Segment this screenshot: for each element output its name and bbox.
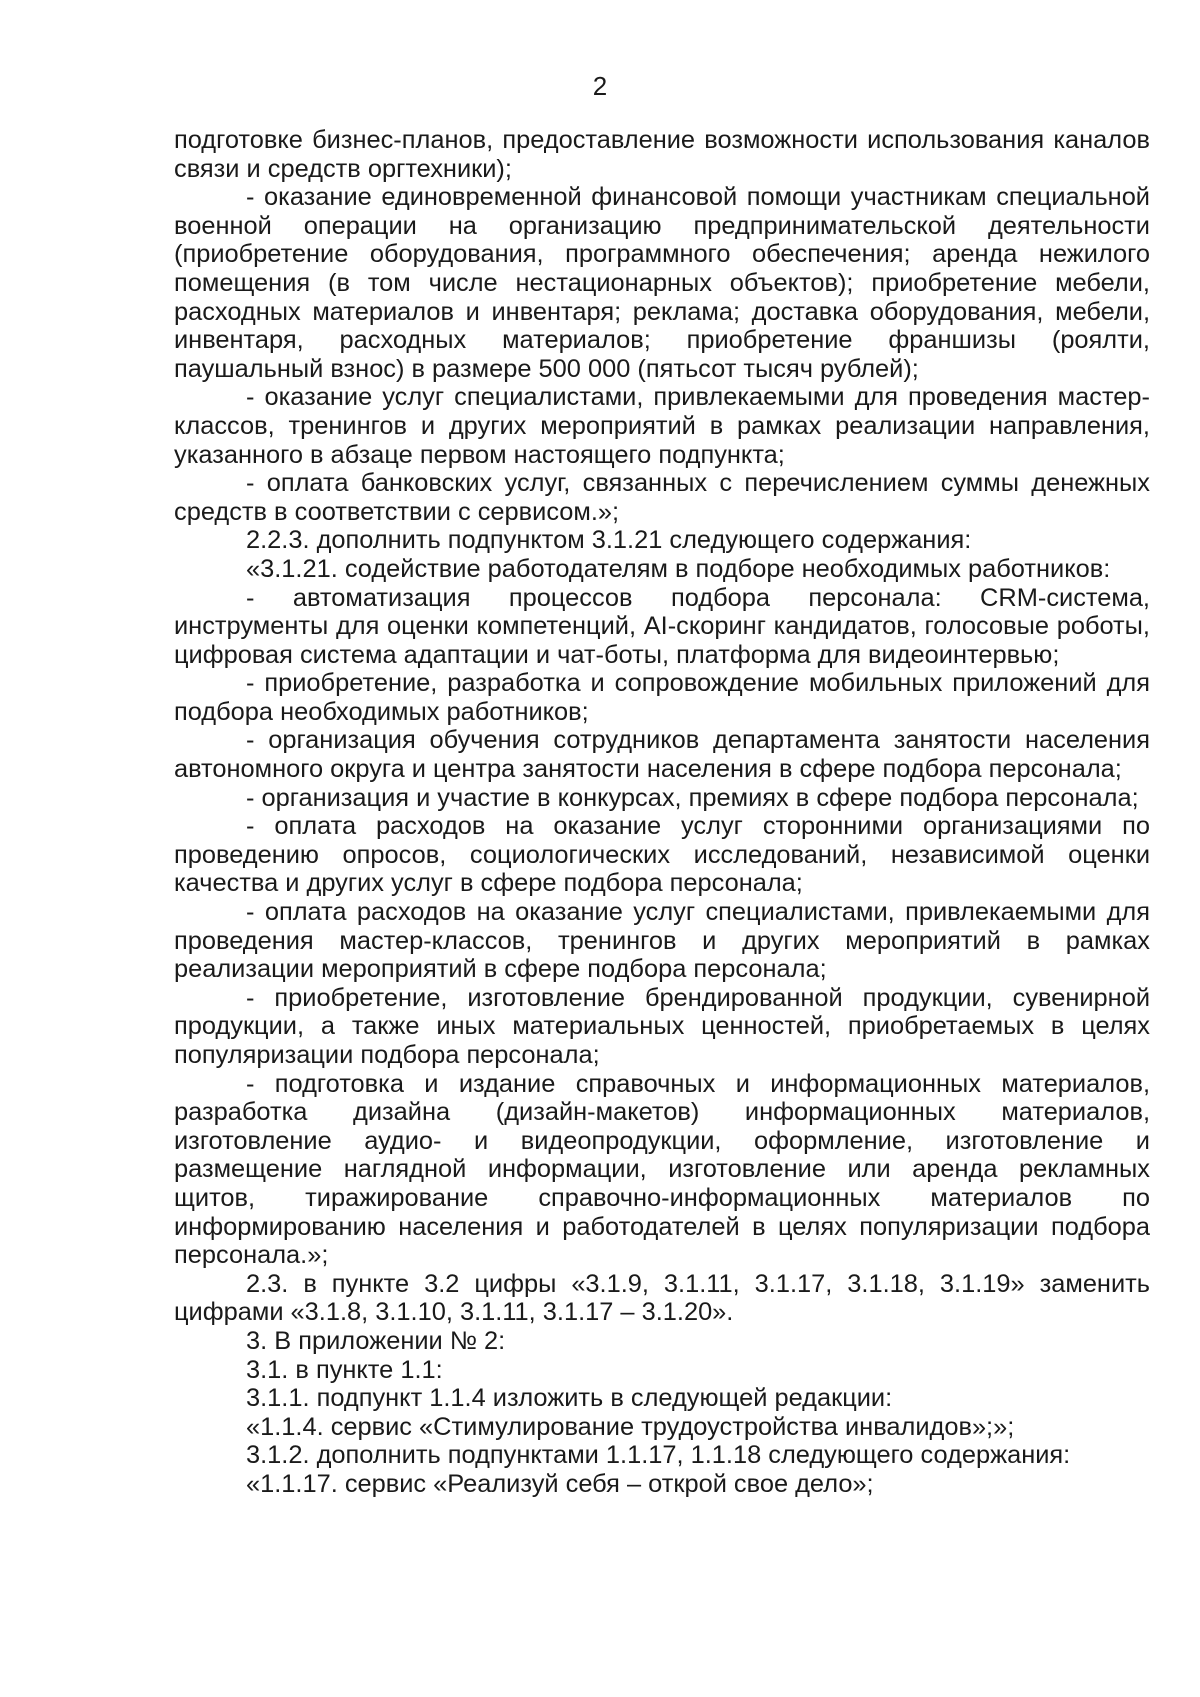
paragraph: «1.1.4. сервис «Стимулирование трудоустройства инвалидов»;»;	[246, 1412, 1015, 1441]
paragraph: «3.1.21. содействие работодателям в подборе необходимых работников:	[246, 554, 1111, 583]
page-number: 2	[592, 71, 608, 101]
paragraph: 3.1.1. подпункт 1.1.4 изложить в следующей редакции:	[246, 1384, 893, 1413]
paragraph: - оплата расходов на оказание услуг специалистами, привлекаемыми для проведения мастер-классов, тренингов и других мероприятий в рамках реализации мероприятий в сфере подбора персонала;	[174, 898, 1150, 984]
paragraph: 3. В приложении № 2:	[246, 1326, 506, 1355]
paragraph: - организация и участие в конкурсах, премиях в сфере подбора персонала;	[246, 783, 1139, 812]
paragraph: 2.2.3. дополнить подпунктом 3.1.21 следующего содержания:	[246, 526, 972, 555]
paragraph: 3.1.2. дополнить подпунктами 1.1.17, 1.1.18 следующего содержания:	[246, 1441, 1071, 1470]
paragraph: - приобретение, изготовление брендированной продукции, сувенирной продукции, а также иных материальных ценностей, приобретаемых в целях популяризации подбора персонала;	[174, 983, 1150, 1069]
paragraph: 2.3. в пункте 3.2 цифры «3.1.9, 3.1.11, 3.1.17, 3.1.18, 3.1.19» заменить цифрами «3.1.8, 3.1.10, 3.1.11, 3.1.17 – 3.1.20».	[174, 1269, 1150, 1327]
paragraph: «1.1.17. сервис «Реализуй себя – открой свое дело»;	[246, 1469, 874, 1498]
paragraph: - автоматизация процессов подбора персонала: CRM-система, инструменты для оценки компетенций, AI-скоринг кандидатов, голосовые роботы, цифровая система адаптации и чат-боты, платформа для видеоинтервью;	[174, 583, 1150, 669]
paragraph: подготовке бизнес-планов, предоставление возможности использования каналов связи и средств оргтехники);	[174, 126, 1150, 183]
paragraph: - организация обучения сотрудников департамента занятости населения автономного округа и центра занятости населения в сфере подбора персонала;	[174, 726, 1150, 784]
paragraph: - оплата расходов на оказание услуг сторонними организациями по проведению опросов, социологических исследований, независимой оценки качества и других услуг в сфере подбора персонала;	[174, 812, 1150, 898]
document-body	[174, 126, 1150, 1499]
paragraph: - подготовка и издание справочных и информационных материалов, разработка дизайна (дизайн-макетов) информационных материалов, изготовление аудио- и видеопродукции, оформление, изготовление и размещение наглядной информации, изготовление или аренда рекламных щитов, тиражирование справочно-информационных материалов по информированию населения и работодателей в целях популяризации подбора персонала.»;	[174, 1069, 1150, 1270]
paragraph: 3.1. в пункте 1.1:	[246, 1355, 443, 1384]
paragraph: - оплата банковских услуг, связанных с перечислением суммы денежных средств в соответствии с сервисом.»;	[174, 469, 1150, 526]
paragraph: - оказание услуг специалистами, привлекаемыми для проведения мастер-классов, тренингов и других мероприятий в рамках реализации направления, указанного в абзаце первом настоящего подпункта;	[174, 383, 1150, 469]
paragraph: - оказание единовременной финансовой помощи участникам специальной военной операции на организацию предпринимательской деятельности (приобретение оборудования, программного обеспечения; аренда нежилого помещения (в том числе нестационарных объектов); приобретение мебели, расходных материалов и инвентаря; реклама; доставка оборудования, мебели, инвентаря, расходных материалов; приобретение франшизы (роялти, паушальный взнос) в размере 500 000 (пятьсот тысяч рублей);	[174, 183, 1150, 383]
paragraph: - приобретение, разработка и сопровождение мобильных приложений для подбора необходимых работников;	[174, 669, 1150, 726]
